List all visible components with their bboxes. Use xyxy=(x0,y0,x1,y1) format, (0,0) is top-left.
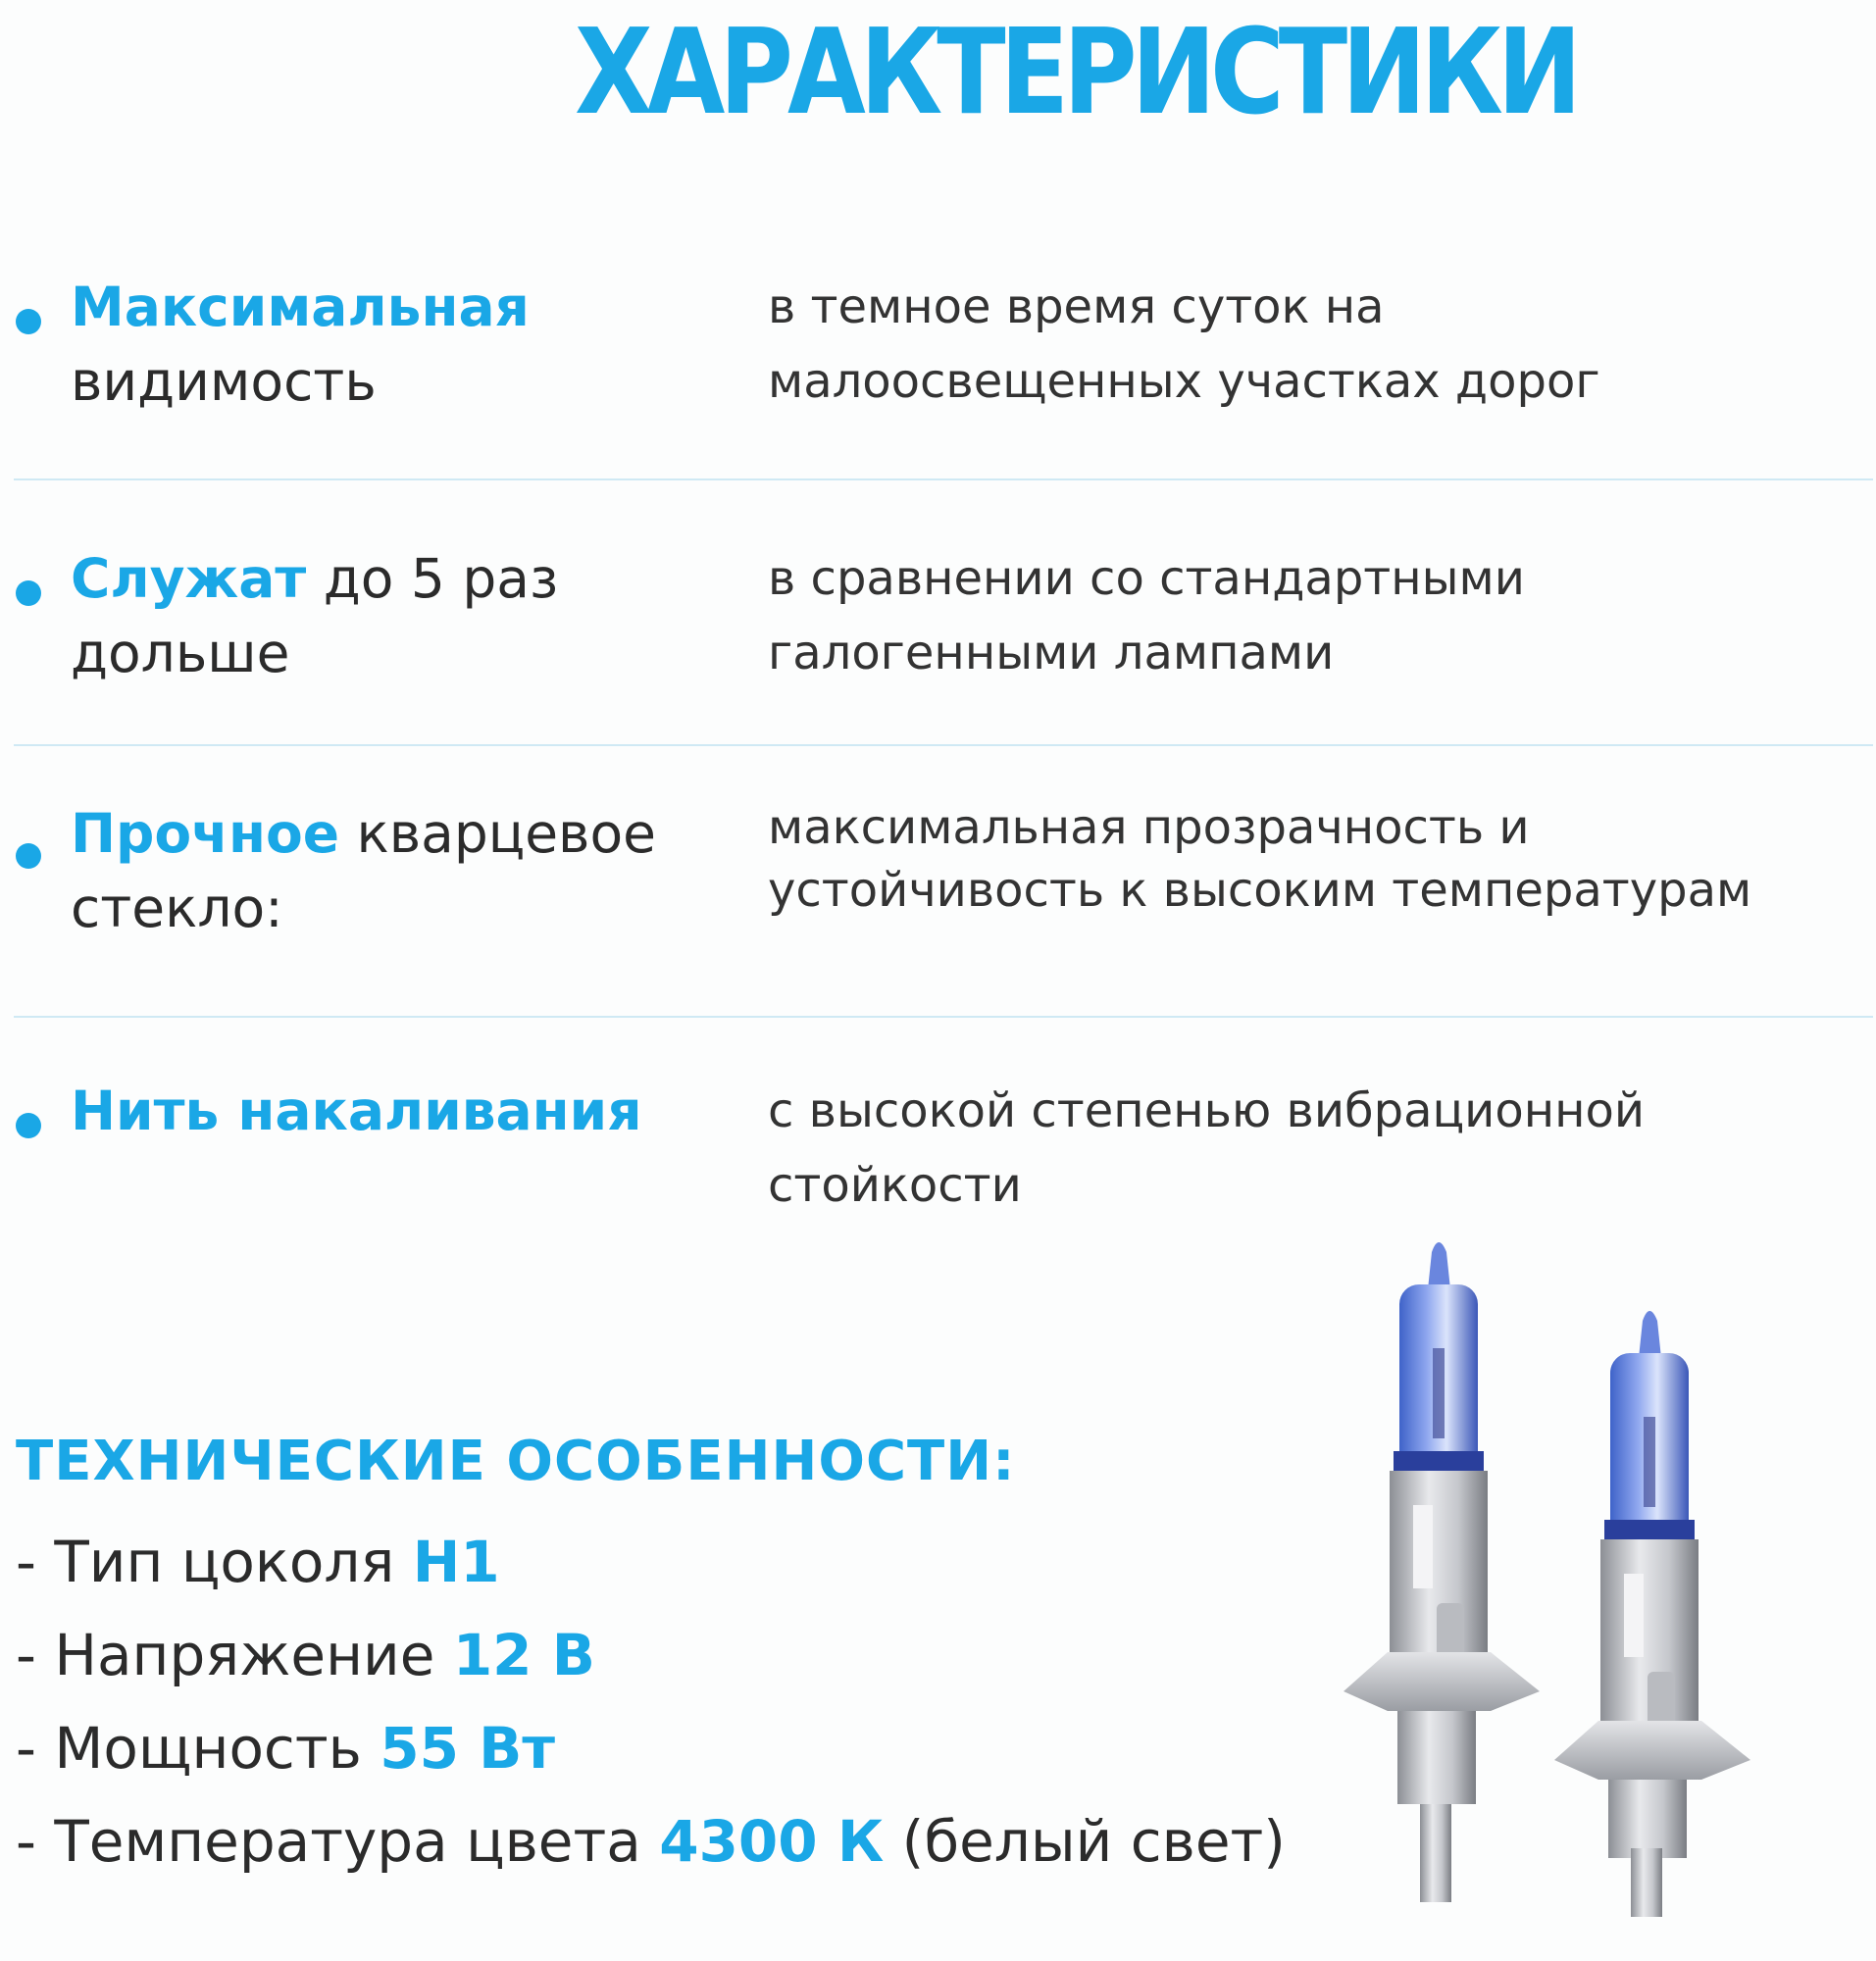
feature-description xyxy=(768,1074,1847,1223)
spec-value: 4300 К xyxy=(659,1808,885,1875)
feature-title-accent: Нить накаливания xyxy=(71,1080,642,1142)
bulb-right xyxy=(1554,1311,1750,1917)
feature-title-rest: до 5 раз дольше xyxy=(71,547,559,684)
feature-description-line: стойкости xyxy=(768,1158,1022,1213)
h1-halogen-bulbs-image xyxy=(1329,1231,1800,1922)
feature-title xyxy=(71,1074,698,1148)
spec-item xyxy=(16,1528,500,1596)
feature-description-line: галогенными лампами xyxy=(768,626,1335,680)
feature-title xyxy=(71,541,561,690)
spec-item xyxy=(16,1714,555,1783)
spec-label: - Мощность xyxy=(16,1715,380,1782)
feature-title-rest: видимость xyxy=(71,350,377,413)
spec-label: - Температура цвета xyxy=(16,1808,660,1875)
feature-title xyxy=(71,796,669,945)
bullet-icon xyxy=(16,309,41,334)
feature-title-accent: Прочное xyxy=(71,802,340,865)
spec-value: 55 Вт xyxy=(380,1715,555,1782)
bulb-left xyxy=(1344,1242,1540,1902)
spec-suffix: (белый свет) xyxy=(884,1808,1286,1875)
spec-value: Н1 xyxy=(412,1529,500,1595)
bullet-icon xyxy=(16,1113,41,1138)
feature-description-line: в сравнении со стандартными xyxy=(768,551,1525,606)
specs-heading: ТЕХНИЧЕСКИЕ ОСОБЕННОСТИ: xyxy=(16,1430,1016,1493)
feature-description-line: максимальная прозрачность и xyxy=(768,800,1530,855)
feature-title-rest: кварцевое стекло: xyxy=(71,802,656,939)
feature-description-line: в темное время суток на xyxy=(768,279,1385,334)
spec-label: - Напряжение xyxy=(16,1622,453,1688)
feature-description-line: устойчивость к высоким температурам xyxy=(768,863,1752,918)
feature-description-line: малоосвещенных участках дорог xyxy=(768,354,1600,409)
bullet-icon xyxy=(16,843,41,869)
feature-title xyxy=(71,270,698,419)
page-title: ХАРАКТЕРИСТИКИ xyxy=(575,5,1577,141)
bullet-icon xyxy=(16,580,41,606)
divider xyxy=(14,478,1873,480)
spec-label: - Тип цоколя xyxy=(16,1529,413,1595)
spec-value: 12 В xyxy=(452,1622,595,1688)
feature-title-accent: Максимальная xyxy=(71,276,530,338)
feature-description xyxy=(768,270,1847,419)
divider xyxy=(14,744,1873,746)
spec-item xyxy=(16,1807,1286,1876)
feature-title-accent: Служат xyxy=(71,547,307,610)
feature-description-line: с высокой степенью вибрационной xyxy=(768,1083,1646,1138)
feature-description xyxy=(768,796,1847,922)
feature-description xyxy=(768,541,1847,690)
divider xyxy=(14,1016,1873,1018)
spec-item xyxy=(16,1621,595,1689)
